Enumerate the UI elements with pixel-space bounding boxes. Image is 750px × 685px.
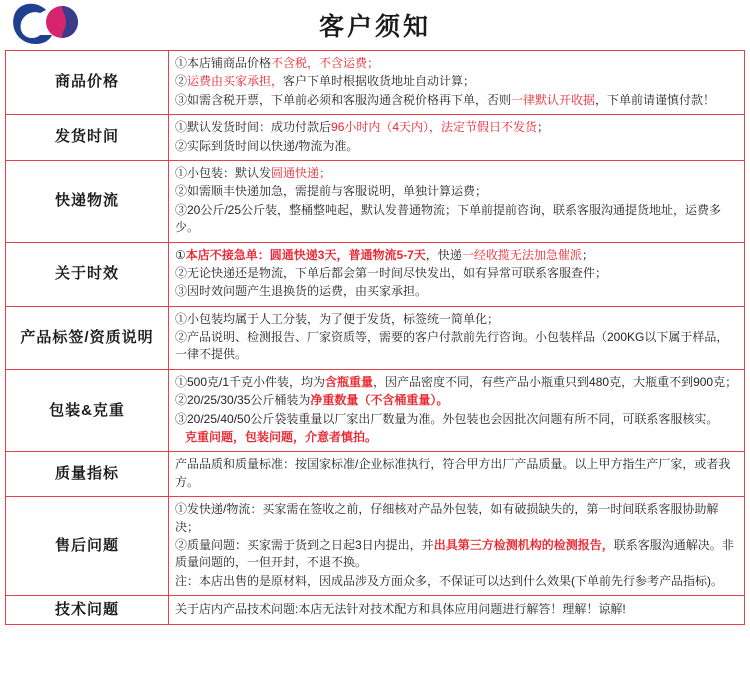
text-segment: 一经收揽无法加急催派 [461,247,582,262]
row-label-product-label-qualification: 产品标签/资质说明 [6,306,169,369]
text-segment: ②产品说明、检测报告、厂家资质等，需要的客户付款前先行咨询。小包装样品（200KG以下属于样品，一律不提供。 [175,330,729,362]
text-segment: 出具第三方检测机构的检测报告， [433,537,614,552]
content-line [175,138,738,155]
row-content-shipping-time [169,115,745,161]
text-segment: ②质量问题：买家需于货到之日起3日内提出，并 [175,537,434,552]
content-line [175,165,738,182]
text-segment: ③20/25/40/50公斤袋装重量以厂家出厂数量为准。外包装也会因批次问题有所不同，可联系客服核实。 [175,411,719,426]
text-segment: ③因时效问题产生退换货的运费，由买家承担。 [175,284,428,299]
content-line [175,601,738,618]
table-row [6,160,745,242]
row-content-express-logistics [169,160,745,242]
table-row [6,497,745,596]
text-segment: 含瓶重量 [325,374,374,389]
text-segment: ③20公斤/25公斤装，整桶整吨起，默认发普通物流；下单前提前咨询，联系客服沟通提货地址，运费多少。 [175,202,722,235]
text-segment: 本店不接急单：圆通快递3天，普通物流5-7天 [185,247,426,262]
text-segment: ，快递 [425,247,462,262]
table-row [6,596,745,625]
page-header [0,0,750,50]
text-segment: 净重数量（不含桶重量）。 [310,393,449,408]
text-segment: ③如需含税开票，下单前必须和客服沟通含税价格再下单，否则 [175,92,512,107]
content-line [175,73,738,90]
text-segment: 关于店内产品技术问题:本店无法针对技术配方和具体应用问题进行解答！理解！谅解! [175,602,626,617]
content-line [175,392,738,409]
text-segment: ②如需顺丰快递加急，需提前与客服说明，单独计算运费； [175,184,488,199]
text-segment: 运费由买家承担， [187,74,284,89]
row-label-shipping-time: 发货时间 [6,115,169,161]
text-segment: ②20/25/30/35公斤桶装为 [175,393,311,408]
text-segment: ； [537,120,550,135]
text-segment: ，因产品密度不同，有些产品小瓶重只到480克，大瓶重不到900克； [373,374,738,389]
text-segment: ①发快递/物流：买家需在签收之前，仔细核对产品外包装，如有破损缺失的，第一时间联系客服协助解决； [175,502,719,534]
row-label-packaging-weight: 包装&克重 [6,369,169,452]
text-segment: ，下单前请谨慎付款！ [595,92,716,107]
text-segment: 圆通快递； [271,165,332,180]
table-row [6,242,745,306]
content-line [175,501,738,536]
row-label-after-sales: 售后问题 [6,497,169,596]
row-label-product-price: 商品价格 [6,51,169,115]
row-content-about-timeliness [169,242,745,306]
text-segment: ； [581,247,594,262]
text-segment: 不含税，不含运费； [271,56,380,70]
content-line [175,537,738,572]
text-segment: ① [175,247,186,262]
content-line [175,311,738,328]
text-segment: 注：本店出售的是原材料，因成品涉及方面众多，不保证可以达到什么效果(下单前先行参考产品指标)。 [175,573,723,588]
table-row [6,115,745,161]
table-row [6,306,745,369]
table-row [6,369,745,452]
text-segment: ①500克/1千克小件装，均为 [175,374,326,389]
text-segment: 一律默认开收据 [511,92,596,107]
table-row [6,452,745,497]
row-label-quality-index: 质量指标 [6,452,169,497]
text-segment: 客户下单时根据收货地址自动计算； [283,74,476,89]
content-line [175,55,738,72]
content-line [175,202,738,237]
content-line [175,283,738,300]
text-segment: ①小包装均属于人工分装，为了便于发货，标签统一简单化； [175,311,500,326]
content-line [175,573,738,590]
text-segment: ①本店铺商品价格 [175,56,272,70]
content-line [175,265,738,282]
text-segment: ①默认发货时间：成功付款后 [175,120,332,135]
content-line [175,183,738,200]
row-content-product-price [169,51,745,115]
text-segment: 96小时内（4天内），法定节假日不发货 [331,120,538,135]
row-content-packaging-weight [169,369,745,452]
row-content-quality-index [169,452,745,497]
text-segment: ②实际到货时间以快递/物流为准。 [175,138,359,153]
text-segment: 联系客服沟通解决。非质量问题的，一但开封，不退不换。 [175,537,734,570]
text-segment: ② [175,74,188,89]
content-line [175,411,738,428]
table-row [6,51,745,115]
row-label-express-logistics: 快递物流 [6,160,169,242]
text-segment: ①小包装：默认发 [175,165,272,180]
content-line [175,456,738,491]
content-line [175,329,738,364]
content-line [175,247,738,264]
text-segment: 克重问题，包装问题，介意者慎拍。 [185,430,378,445]
page-title: 客户须知 [318,13,431,41]
content-line [175,92,738,109]
text-segment: ②无论快递还是物流，下单后都会第一时间尽快发出，如有异常可联系客服查件； [175,265,608,280]
row-content-product-label-qualification [169,306,745,369]
company-logo [10,2,90,48]
row-content-technical-issues [169,596,745,625]
row-label-about-timeliness: 关于时效 [6,242,169,306]
text-segment: 产品品质和质量标准：按国家标准/企业标准执行，符合甲方出厂产品质量。以上甲方指生产厂家，或者我方。 [175,457,731,489]
content-line [175,429,738,446]
notice-table [5,50,745,625]
row-content-after-sales [169,497,745,596]
row-label-technical-issues: 技术问题 [6,596,169,625]
content-line [175,374,738,391]
content-line [175,119,738,136]
